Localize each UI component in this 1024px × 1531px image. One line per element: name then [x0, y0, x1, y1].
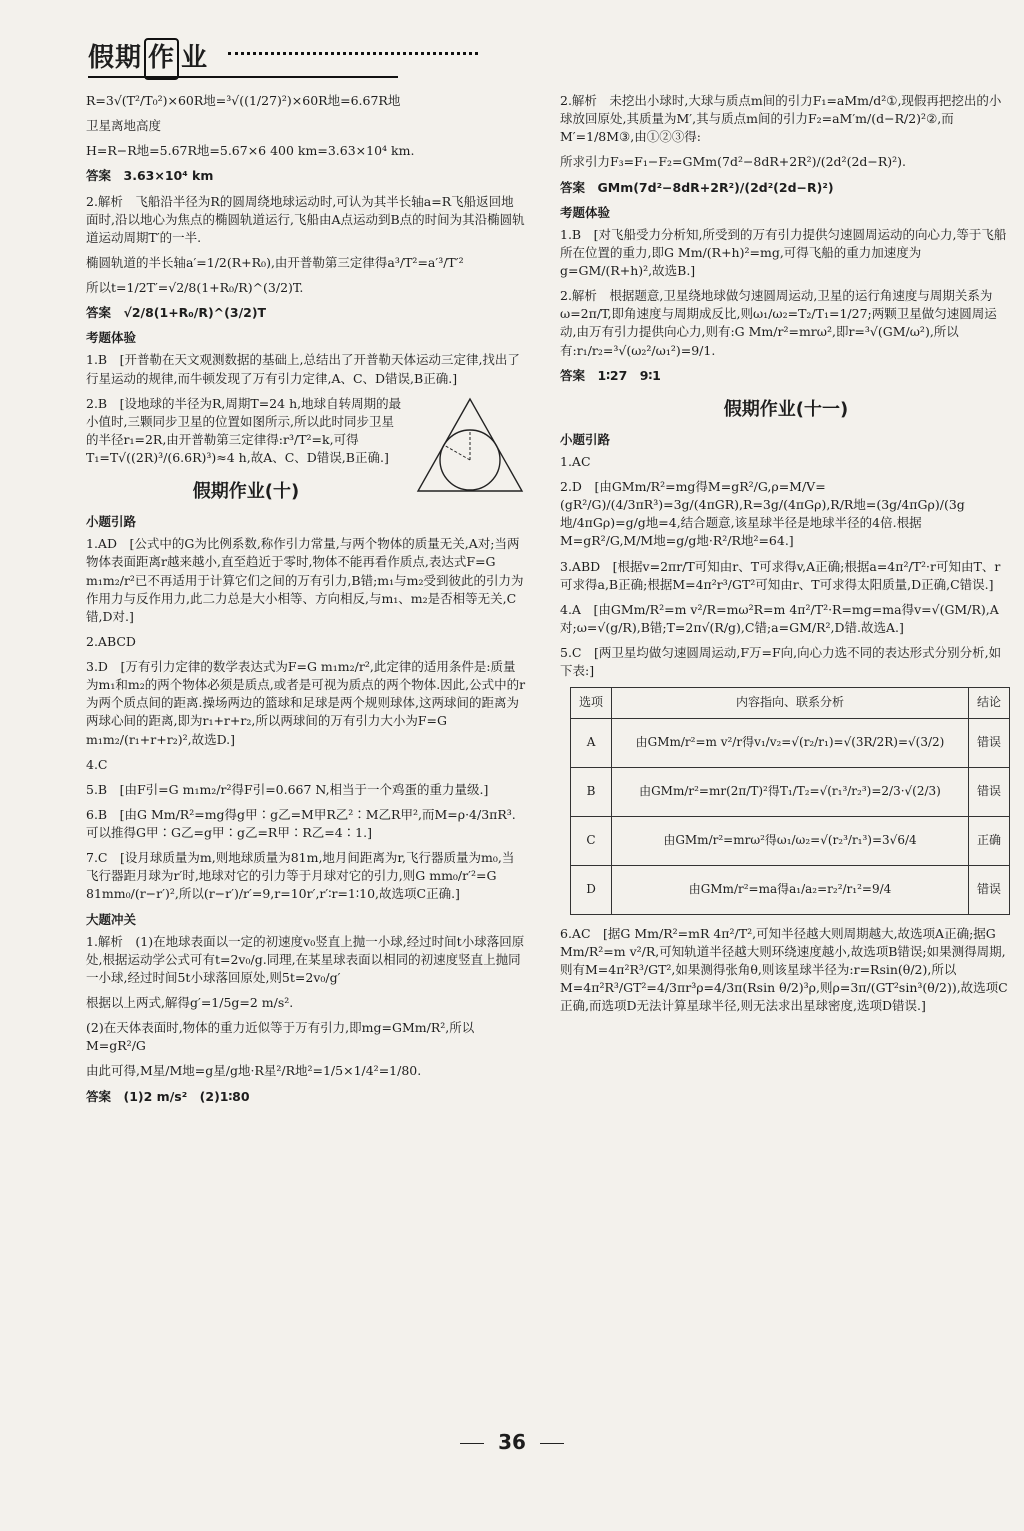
table-header-cell: 内容指向、联系分析	[612, 688, 969, 718]
table-cell-result: 错误	[968, 718, 1009, 767]
table-cell-content: 由GMm/r²=mrω²得ω₁/ω₂=√(r₂³/r₁³)=3√6/4	[612, 816, 969, 865]
dati-heading: 大题冲关	[86, 911, 137, 927]
table-cell-option: C	[571, 816, 612, 865]
dati-item-1: 1.解析 (1)在地球表面以一定的初速度v₀竖直上抛一小球,经过时间t小球落回原处,根据运动学公式可有t=2v₀/g.同理,在某星球表面以相同的初速度竖直上抛同一小球,经过时间5t小球落回原处,则5t=2v₀/g′	[86, 933, 525, 985]
kaoti-right-answer-2: 答案 1∶27 9∶1	[560, 367, 661, 383]
xiaoti-heading: 小题引路	[86, 514, 137, 530]
answer-2: 答案 √2/8(1+R₀/R)^(3/2)T	[86, 305, 267, 321]
page-footer	[0, 1428, 1024, 1457]
table-cell-content: 由GMm/r²=ma得a₁/a₂=r₂²/r₁²=9/4	[612, 865, 969, 914]
page-header	[88, 38, 398, 78]
dati-item-1-d: 由此可得,M星/M地=g星/g地·R星²/R地²=1/5×1/4²=1/80.	[86, 1063, 422, 1079]
table-row	[571, 816, 1010, 865]
xiaoti-item-6: 6.B [由G Mm/R²=mg得g甲∶g乙=M甲R乙²∶M乙R甲²,而M=ρ·4/3πR³.可以推得G甲∶G乙=g甲∶g乙=R甲∶R乙=4∶1.]	[86, 806, 516, 841]
table-cell-content: 由GMm/r²=m v²/r得v₁/v₂=√(r₂/r₁)=√(3R/2R)=√(3/2)	[612, 718, 969, 767]
table-cell-result: 正确	[968, 816, 1009, 865]
table-cell-option: D	[571, 865, 612, 914]
xiaoti-item-1: 1.AD [公式中的G为比例系数,称作引力常量,与两个物体的质量无关,A对;当两物体表面距离r越来越小,直至趋近于零时,物体不能再看作质点,表达式F=G m₁m₂/r²已不再适用于计算它们之间的万有引力,B错;m₁与m₂受到彼此的引力为作用力与反作用力,此二力总是大小相等、方向相反,与m₁、m₂是否相等无关,C错,D对.]	[86, 536, 524, 624]
analysis-table	[570, 687, 1010, 914]
question-2-b: 椭圆轨道的半长轴a′=1/2(R+R₀),由开普勒第三定律得a³/T²=a′³/T′²	[86, 254, 464, 270]
xiaoti-right-item-4: 4.A [由GMm/R²=m v²/R=mω²R=m 4π²/T²·R=mg=ma得v=√(GM/R),A对;ω=√(g/R),B错;T=2π√(R/g),C错;a=GM/R²,D错.故选A.]	[560, 601, 999, 635]
xiaoti-item-3: 3.D [万有引力定律的数学表达式为F=G m₁m₂/r²,此定律的适用条件是:质量为m₁和m₂的两个物体必须是质点,或者是可视为质点的两个物体.因此,公式中的r为两个质点间的距离.操场两边的篮球和足球是两个规则球体,这两球间的距离为两球心间的距离,即为r₁+r+r₂,所以两球间的万有引力大小为F=G m₁m₂/(r₁+r+r₂)²,故选D.]	[86, 659, 526, 747]
xiaoti-right-item-2: 2.D [由GMm/R²=mg得M=gR²/G,ρ=M/V=(gR²/G)/(4/3πR³)=3g/(4πGR),R=3g/(4πGρ),R/R地=(3g/4πGρ)/(3g地/4πGρ)=g/g地=4,结合题意,该星球半径是地球半径的4倍.根据M=gR²/G,M/M地=g/g地·R²/R地²=64.]	[560, 479, 965, 549]
page-number: 36	[498, 1430, 526, 1454]
left-column	[86, 92, 526, 1113]
right-column	[560, 92, 1012, 1022]
header-dots	[228, 52, 478, 55]
table-cell-result: 错误	[968, 767, 1009, 816]
intro-line: 卫星离地高度	[86, 118, 162, 134]
table-header-row	[571, 688, 1010, 718]
xiaoti-right-item-6: 6.AC [据G Mm/R²=mR 4π²/T²,可知半径越大则周期越大,故选项A正确;据G Mm/R²=m v²/R,可知轨道半径越大则环绕速度越小,故选项B错误;如果测得周期,则有M=4π²R³/GT²,如果测得张角θ,则该星球半径为:r=Rsin(θ/2),所以M=4π²R³/GT²=4/3πr³ρ=4/3π(Rsin θ/2)³ρ,则ρ=3π/(GT²sin³(θ/2)),故选项C正确,而选项D无法计算星球半径,则无法求出星球密度,选项D错误.]	[560, 925, 1008, 1014]
xiaoti-heading-right: 小题引路	[560, 431, 611, 447]
table-row	[571, 767, 1010, 816]
brand-title	[88, 43, 208, 73]
xiaoti-right-item-3: 3.ABD [根据v=2πr/T可知由r、T可求得v,A正确;根据a=4π²/T²·r可知由T、r可求得a,B正确;根据M=4π²r³/GT²可知由r、T可求得太阳质量,D正确,C错误.]	[560, 558, 1001, 592]
brand-pre: 假期	[88, 43, 143, 73]
table-row	[571, 865, 1010, 914]
header-rule	[88, 76, 398, 78]
xiaoti-right-item-5: 5.C [两卫星均做匀速圆周运动,F万=F向,向心力选不同的表达形式分别分析,如下表:]	[560, 645, 1002, 679]
section-11-title: 假期作业(十一)	[723, 398, 849, 420]
table-cell-option: B	[571, 767, 612, 816]
footer-dash-right	[540, 1443, 564, 1444]
answer-1: 答案 3.63×10⁴ km	[86, 168, 214, 184]
table-cell-result: 错误	[968, 865, 1009, 914]
table-header-cell: 选项	[571, 688, 612, 718]
brand-post: 业	[181, 43, 209, 73]
dati-item-1-b: 根据以上两式,解得g′=1/5g=2 m/s².	[86, 995, 294, 1011]
xiaoti-right-item-1: 1.AC	[560, 453, 591, 469]
brand-box: 作	[144, 38, 179, 80]
question-2-c: 所以t=1/2T′=√2/8(1+R₀/R)^(3/2)T.	[86, 280, 304, 295]
kaoti-heading-right: 考题体验	[560, 204, 611, 220]
question-2: 2.解析 飞船沿半径为R的圆周绕地球运动时,可认为其半长轴a=R飞船返回地面时,沿以地心为焦点的椭圆轨道运行,飞船由A点运动到B点的时间为其沿椭圆轨道运动周期T′的一半.	[86, 193, 525, 245]
table-cell-option: A	[571, 718, 612, 767]
table-row	[571, 718, 1010, 767]
answer-r2: 答案 GMm(7d²−8dR+2R²)/(2d²(2d−R)²)	[560, 179, 834, 195]
dati-item-1-c: (2)在天体表面时,物体的重力近似等于万有引力,即mg=GMm/R²,所以M=gR²/G	[86, 1020, 475, 1054]
question-r2-b: 所求引力F₃=F₁−F₂=GMm(7d²−8dR+2R²)/(2d²(2d−R)²).	[560, 154, 907, 170]
intro-line: H=R−R地=5.67R地=5.67×6 400 km=3.63×10⁴ km.	[86, 143, 415, 159]
kaoti-right-item-1: 1.B [对飞船受力分析知,所受到的万有引力提供匀速圆周运动的向心力,等于飞船所在位置的重力,即G Mm/(R+h)²=mg,可得飞船的重力加速度为g=GM/(R+h)²,故选B.]	[560, 226, 1007, 278]
kaoti-heading: 考题体验	[86, 330, 137, 346]
kaoti-item-1: 1.B [开普勒在天文观测数据的基础上,总结出了开普勒天体运动三定律,找出了行星运动的规律,而牛顿发现了万有引力定律,A、C、D错误,B正确.]	[86, 352, 520, 386]
xiaoti-item-7: 7.C [设月球质量为m,则地球质量为81m,地月间距离为r,飞行器质量为m₀,当飞行器距月球为r′时,地球对它的引力等于月球对它的引力,则G mm₀/r′²=G 81mm₀/(r−r′)²,所以(r−r′)/r′=9,r=10r′,r′∶r=1∶10,故选项C正确.]	[86, 850, 515, 902]
footer-dash-left	[460, 1443, 484, 1444]
kaoti-item-2: 2.B [设地球的半径为R,周期T=24 h,地球自转周期的最小值时,三颗同步卫星的位置如图所示,所以此时同步卫星的半径r₁=2R,由开普勒第三定律得:r³/T²=k,可得T₁=T√((2R)³/(6.6R)³)≈4 h,故A、C、D错误,B正确.]	[86, 395, 402, 465]
intro-line: R=3√(T²/T₀²)×60R地=³√((1/27)²)×60R地=6.67R地	[86, 93, 401, 108]
xiaoti-item-5: 5.B [由F引=G m₁m₂/r²得F引=0.667 N,相当于一个鸡蛋的重力量级.]	[86, 781, 489, 797]
kaoti-right-item-2: 2.解析 根据题意,卫星绕地球做匀速圆周运动,卫星的运行角速度与周期关系为ω=2π/T,即角速度与周期成反比,则ω₁/ω₂=T₂/T₁=1/27;两颗卫星做匀速圆周运动,由万有引力提供向心力,则有:G Mm/r²=mrω²,即r=³√(GM/ω²),所以有:r₁/r₂=³√(ω₂²/ω₁²)=9/1.	[560, 288, 997, 358]
section-10-title: 假期作业(十)	[192, 481, 300, 503]
xiaoti-item-2: 2.ABCD	[86, 633, 136, 649]
satellite-triangle-diagram	[414, 395, 526, 495]
table-cell-content: 由GMm/r²=mr(2π/T)²得T₁/T₂=√(r₁³/r₂³)=2/3·√(2/3)	[612, 767, 969, 816]
question-r2: 2.解析 未挖出小球时,大球与质点m间的引力F₁=aMm/d²①,现假再把挖出的小球放回原处,其质量为M′,其与质点m间的引力F₂=aM′m/(d−R/2)²②,而M′=1/8M③,由①②③得:	[560, 93, 1002, 145]
xiaoti-item-4: 4.C	[86, 756, 108, 772]
table-header-cell: 结论	[968, 688, 1009, 718]
dati-answer-1: 答案 (1)2 m/s² (2)1∶80	[86, 1088, 250, 1104]
